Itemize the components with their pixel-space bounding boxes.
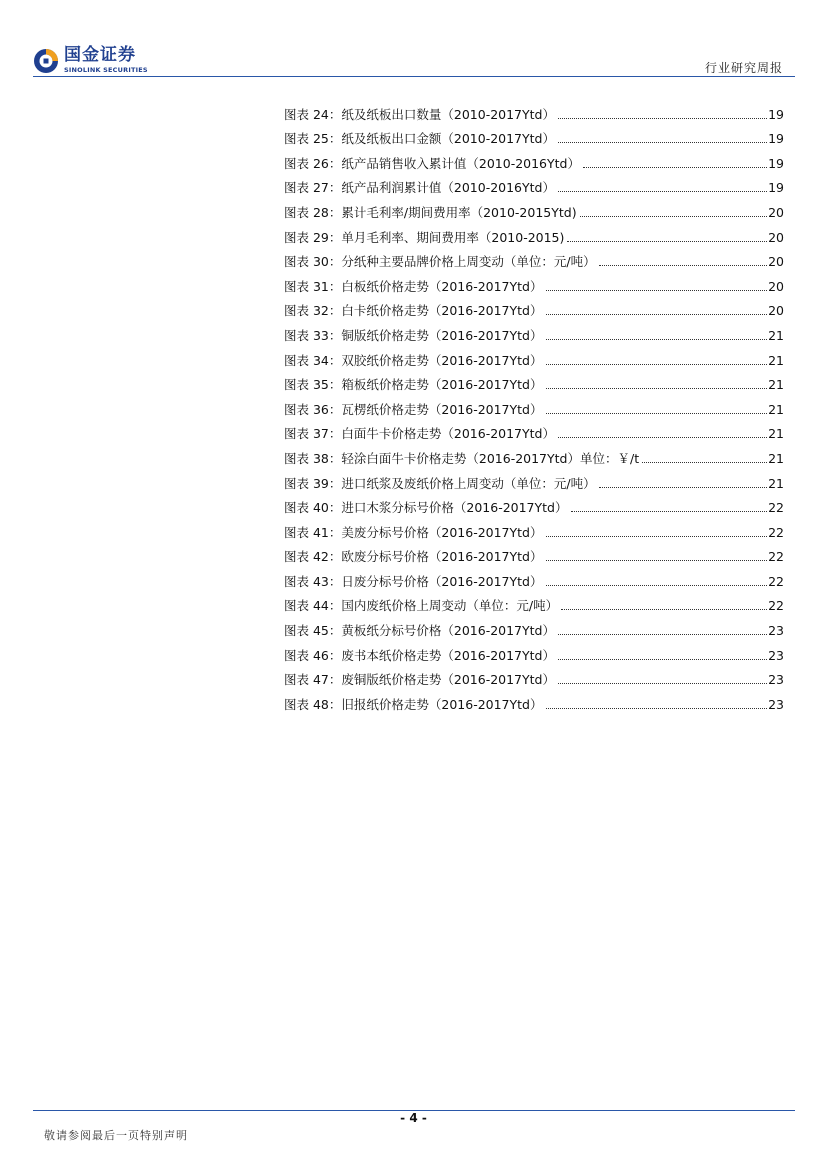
toc-dot-leader — [558, 142, 767, 143]
toc-dot-leader — [558, 634, 767, 635]
toc-entry-page[interactable]: 21 — [768, 450, 784, 466]
toc-entry-page[interactable]: 22 — [768, 573, 784, 589]
toc-entry[interactable] — [284, 566, 784, 591]
toc-entry-page[interactable]: 23 — [768, 647, 784, 663]
toc-entry-label[interactable]: 图表 25：纸及纸板出口金额（2010-2017Ytd） — [284, 131, 555, 147]
table-of-figures — [284, 99, 784, 714]
toc-entry[interactable] — [284, 419, 784, 444]
toc-entry[interactable] — [284, 222, 784, 247]
logo-english-name: SINOLINK SECURITIES — [64, 66, 148, 74]
toc-dot-leader — [558, 437, 767, 438]
toc-entry[interactable] — [284, 615, 784, 640]
toc-entry-label[interactable]: 图表 37：白面牛卡价格走势（2016-2017Ytd） — [284, 426, 555, 442]
toc-dot-leader — [546, 339, 768, 340]
toc-entry-page[interactable]: 23 — [768, 672, 784, 688]
toc-dot-leader — [599, 265, 768, 266]
toc-entry-label[interactable]: 图表 27：纸产品利润累计值（2010-2016Ytd） — [284, 180, 555, 196]
header-divider — [33, 76, 795, 77]
toc-dot-leader — [567, 241, 767, 242]
toc-dot-leader — [546, 708, 768, 709]
toc-entry-page[interactable]: 20 — [768, 278, 784, 294]
toc-entry-label[interactable]: 图表 26：纸产品销售收入累计值（2010-2016Ytd） — [284, 155, 580, 171]
toc-dot-leader — [546, 364, 768, 365]
toc-entry[interactable] — [284, 640, 784, 665]
toc-entry[interactable] — [284, 99, 784, 124]
toc-entry-label[interactable]: 图表 40：进口木浆分标号价格（2016-2017Ytd） — [284, 500, 568, 516]
toc-entry-label[interactable]: 图表 31：白板纸价格走势（2016-2017Ytd） — [284, 278, 543, 294]
toc-entry-page[interactable]: 21 — [768, 475, 784, 491]
toc-entry-label[interactable]: 图表 28：累计毛利率/期间费用率（2010-2015Ytd) — [284, 204, 577, 220]
toc-entry-label[interactable]: 图表 29：单月毛利率、期间费用率（2010-2015) — [284, 229, 565, 245]
toc-dot-leader — [546, 388, 768, 389]
toc-entry[interactable] — [284, 665, 784, 690]
toc-entry-page[interactable]: 21 — [768, 426, 784, 442]
toc-entry-label[interactable]: 图表 30：分纸种主要品牌价格上周变动（单位：元/吨） — [284, 254, 596, 270]
toc-entry-page[interactable]: 22 — [768, 500, 784, 516]
toc-entry-page[interactable]: 19 — [768, 106, 784, 122]
toc-entry[interactable] — [284, 296, 784, 321]
page-number: - 4 - — [400, 1111, 427, 1125]
report-type-title: 行业研究周报 — [704, 61, 783, 75]
toc-entry[interactable] — [284, 148, 784, 173]
toc-dot-leader — [546, 314, 768, 315]
company-logo — [33, 46, 163, 78]
toc-entry-page[interactable]: 23 — [768, 696, 784, 712]
disclaimer-note: 敬请参阅最后一页特别声明 — [44, 1129, 188, 1142]
toc-entry[interactable] — [284, 493, 784, 518]
logo-chinese-name: 国金证券 — [64, 45, 136, 65]
toc-entry-label[interactable]: 图表 38：轻涂白面牛卡价格走势（2016-2017Ytd）单位：￥/t — [284, 450, 640, 466]
toc-entry[interactable] — [284, 173, 784, 198]
toc-entry-label[interactable]: 图表 43：日废分标号价格（2016-2017Ytd） — [284, 573, 543, 589]
toc-dot-leader — [546, 413, 768, 414]
toc-entry-page[interactable]: 20 — [768, 229, 784, 245]
toc-entry[interactable] — [284, 468, 784, 493]
toc-dot-leader — [558, 191, 767, 192]
toc-entry[interactable] — [284, 517, 784, 542]
toc-entry-page[interactable]: 22 — [768, 598, 784, 614]
toc-entry-label[interactable]: 图表 46：废书本纸价格走势（2016-2017Ytd） — [284, 647, 555, 663]
toc-entry-label[interactable]: 图表 47：废铜版纸价格走势（2016-2017Ytd） — [284, 672, 555, 688]
toc-entry-label[interactable]: 图表 44：国内废纸价格上周变动（单位：元/吨） — [284, 598, 559, 614]
toc-entry[interactable] — [284, 124, 784, 149]
toc-entry-label[interactable]: 图表 41：美废分标号价格（2016-2017Ytd） — [284, 524, 543, 540]
toc-entry[interactable] — [284, 394, 784, 419]
toc-entry[interactable] — [284, 247, 784, 272]
toc-entry-label[interactable]: 图表 35：箱板纸价格走势（2016-2017Ytd） — [284, 377, 543, 393]
toc-entry-label[interactable]: 图表 39：进口纸浆及废纸价格上周变动（单位：元/吨） — [284, 475, 596, 491]
toc-dot-leader — [599, 487, 768, 488]
toc-entry[interactable] — [284, 320, 784, 345]
toc-entry-page[interactable]: 23 — [768, 623, 784, 639]
toc-entry-page[interactable]: 21 — [768, 352, 784, 368]
toc-entry[interactable] — [284, 370, 784, 395]
toc-entry-label[interactable]: 图表 36：瓦楞纸价格走势（2016-2017Ytd） — [284, 401, 543, 417]
toc-dot-leader — [561, 609, 767, 610]
toc-entry-page[interactable]: 19 — [768, 180, 784, 196]
toc-entry-page[interactable]: 20 — [768, 204, 784, 220]
toc-entry[interactable] — [284, 271, 784, 296]
toc-dot-leader — [583, 167, 767, 168]
toc-dot-leader — [571, 511, 768, 512]
toc-entry-page[interactable]: 19 — [768, 155, 784, 171]
toc-entry[interactable] — [284, 345, 784, 370]
toc-entry[interactable] — [284, 542, 784, 567]
toc-dot-leader — [546, 536, 768, 537]
toc-entry-page[interactable]: 22 — [768, 549, 784, 565]
toc-dot-leader — [546, 585, 768, 586]
toc-entry[interactable] — [284, 689, 784, 714]
toc-entry-label[interactable]: 图表 34：双胶纸价格走势（2016-2017Ytd） — [284, 352, 543, 368]
toc-entry-page[interactable]: 22 — [768, 524, 784, 540]
toc-entry-page[interactable]: 21 — [768, 401, 784, 417]
toc-dot-leader — [546, 290, 768, 291]
page-header — [0, 0, 827, 80]
toc-entry-page[interactable]: 20 — [768, 254, 784, 270]
toc-entry[interactable] — [284, 197, 784, 222]
toc-dot-leader — [546, 560, 768, 561]
toc-entry-label[interactable]: 图表 24：纸及纸板出口数量（2010-2017Ytd） — [284, 106, 555, 122]
toc-entry-label[interactable]: 图表 33：铜版纸价格走势（2016-2017Ytd） — [284, 327, 543, 343]
toc-entry-page[interactable]: 19 — [768, 131, 784, 147]
toc-entry-page[interactable]: 21 — [768, 377, 784, 393]
toc-entry-label[interactable]: 图表 45：黄板纸分标号价格（2016-2017Ytd） — [284, 623, 555, 639]
toc-dot-leader — [558, 118, 767, 119]
toc-entry[interactable] — [284, 443, 784, 468]
toc-entry-page[interactable]: 21 — [768, 327, 784, 343]
toc-entry-label[interactable]: 图表 48：旧报纸价格走势（2016-2017Ytd） — [284, 696, 543, 712]
toc-dot-leader — [558, 683, 767, 684]
toc-dot-leader — [580, 216, 768, 217]
toc-entry-label[interactable]: 图表 42：欧废分标号价格（2016-2017Ytd） — [284, 549, 543, 565]
sinolink-logo-icon — [33, 48, 59, 74]
toc-entry-page[interactable]: 20 — [768, 303, 784, 319]
toc-dot-leader — [558, 659, 767, 660]
toc-dot-leader — [642, 462, 767, 463]
toc-entry[interactable] — [284, 591, 784, 616]
toc-entry-label[interactable]: 图表 32：白卡纸价格走势（2016-2017Ytd） — [284, 303, 543, 319]
